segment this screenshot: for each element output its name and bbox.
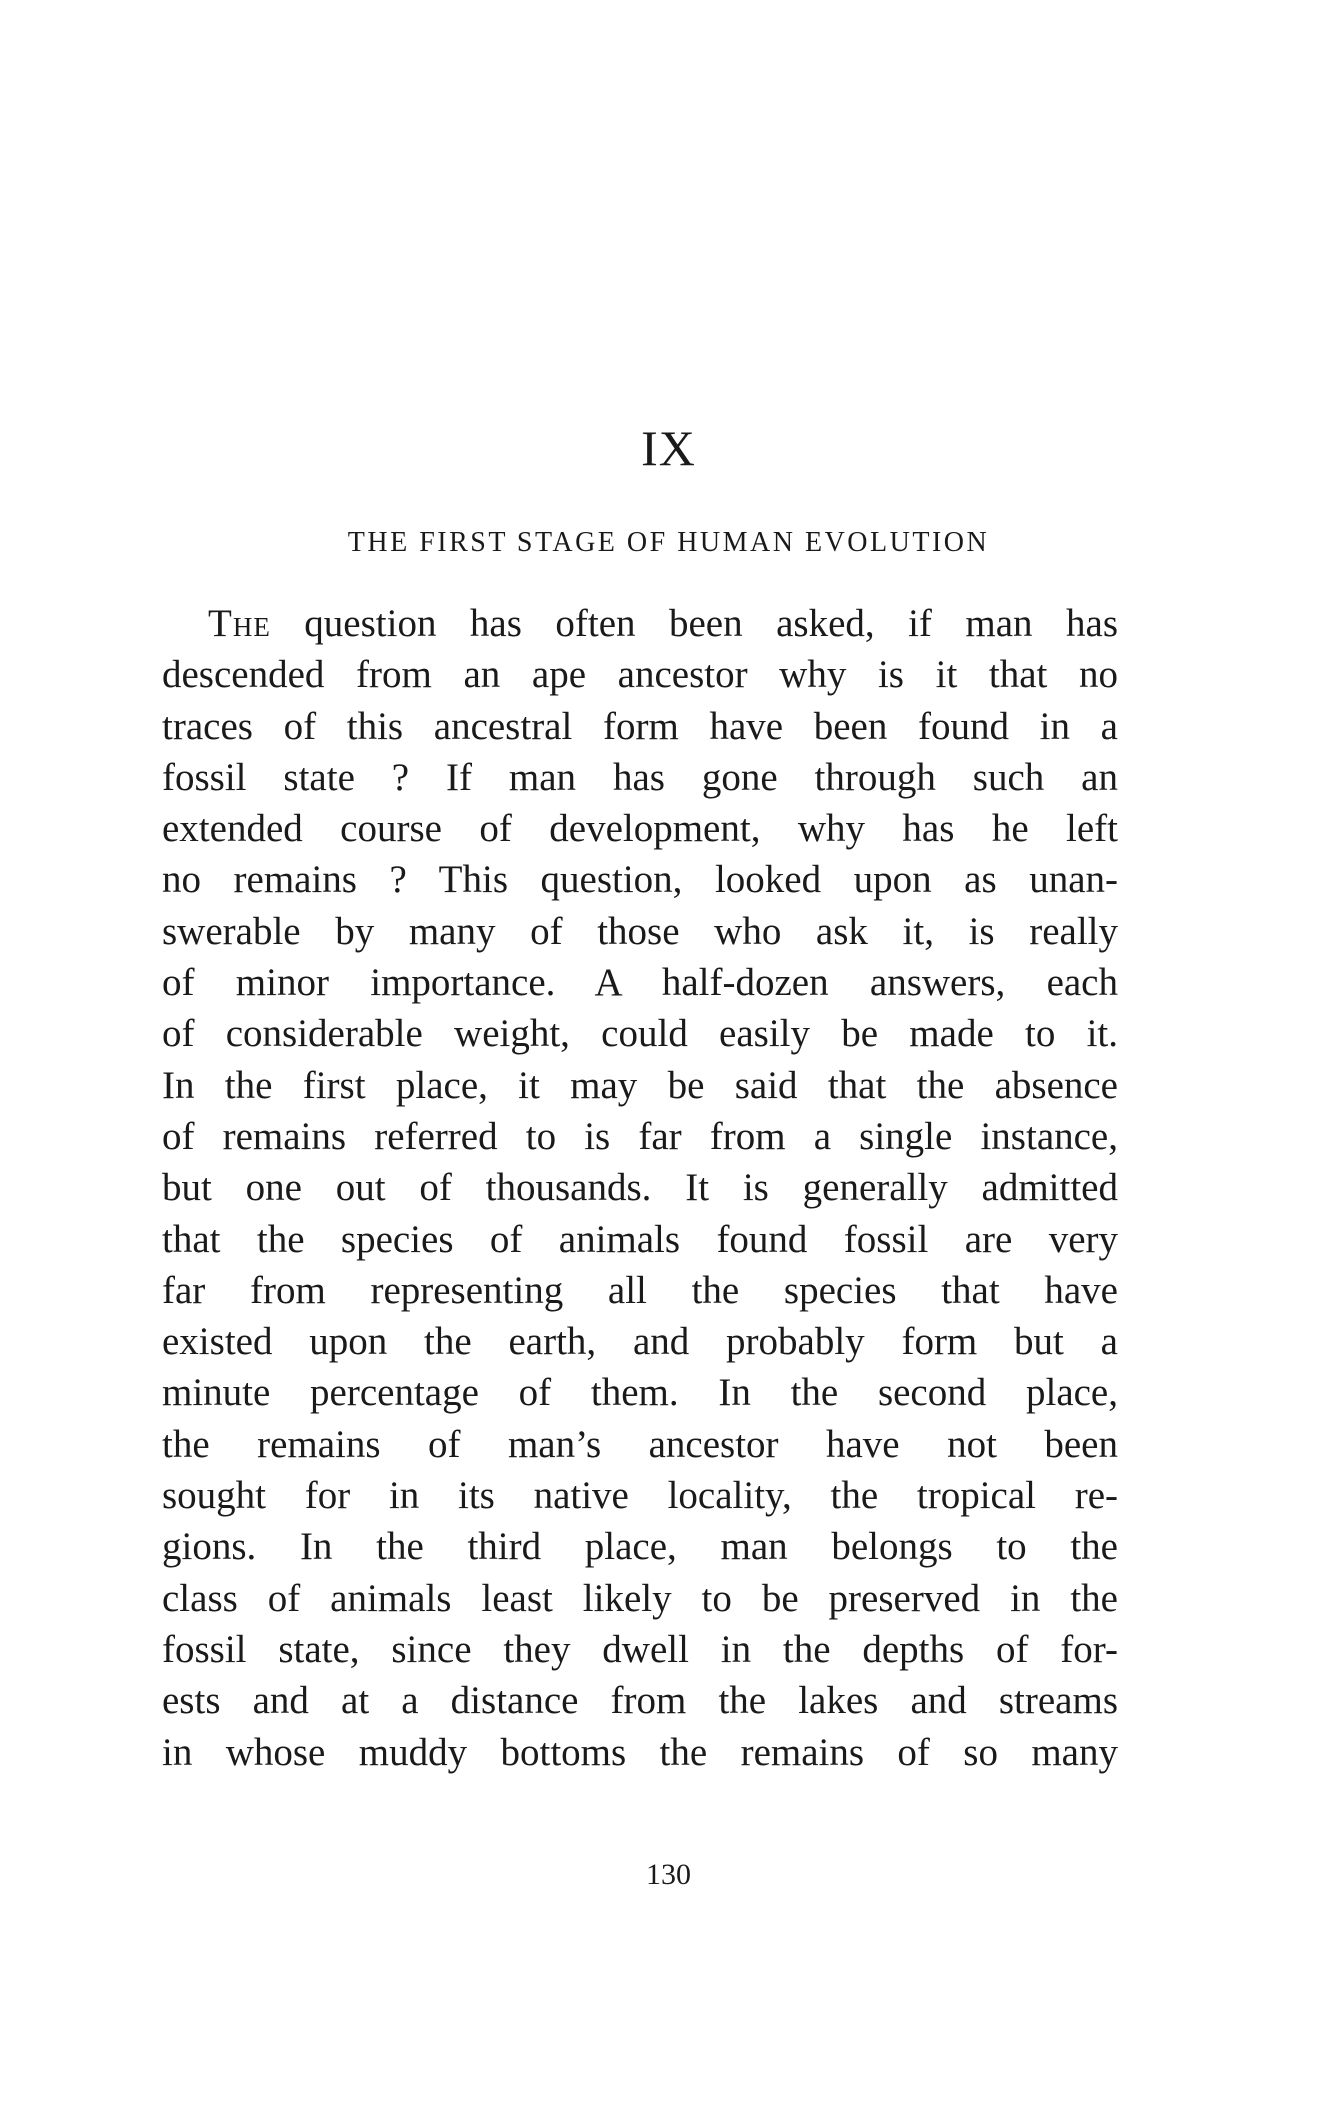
text-line: traces of this ancestral form have been found in a xyxy=(162,704,1118,748)
text-line: the remains of man’s ancestor have not been xyxy=(162,1422,1118,1466)
text-line: ests and at a distance from the lakes and streams xyxy=(162,1679,1118,1723)
text-line: that the species of animals found fossil are very xyxy=(162,1217,1118,1261)
text-line: of considerable weight, could easily be made to it. xyxy=(162,1012,1118,1056)
chapter-title: THE FIRST STAGE OF HUMAN EVOLUTION xyxy=(347,527,990,558)
text-line: extended course of development, why has he left xyxy=(162,807,1118,851)
text-line: but one out of thousands. It is generally admitted xyxy=(162,1166,1118,1210)
text-line: of minor importance. A half-dozen answers, each xyxy=(162,961,1118,1005)
lead-word: The xyxy=(208,602,271,645)
text-line: swerable by many of those who ask it, is really xyxy=(162,909,1118,953)
page-number: 130 xyxy=(646,1858,691,1891)
text-line: no remains ? This question, looked upon as unan- xyxy=(162,858,1118,902)
text-line: in whose muddy bottoms the remains of so many xyxy=(162,1730,1118,1774)
text-line: minute percentage of them. In the second place, xyxy=(162,1371,1118,1415)
text-line: gions. In the third place, man belongs to the xyxy=(162,1525,1118,1569)
body-text xyxy=(162,598,1118,1778)
text-line: descended from an ape ancestor why is it that no xyxy=(162,653,1118,697)
text-line: existed upon the earth, and probably form but a xyxy=(162,1320,1118,1364)
text-line: fossil state ? If man has gone through such an xyxy=(162,755,1118,799)
text-line-content: question has often been asked, if man has xyxy=(270,602,1118,645)
text-line: of remains referred to is far from a single instance, xyxy=(162,1114,1118,1158)
text-line xyxy=(162,598,1118,649)
text-line: far from representing all the species that have xyxy=(162,1268,1118,1312)
text-line: fossil state, since they dwell in the depths of for- xyxy=(162,1627,1118,1671)
chapter-number: IX xyxy=(641,420,696,476)
text-line: sought for in its native locality, the tropical re- xyxy=(162,1474,1118,1518)
text-line: class of animals least likely to be preserved in the xyxy=(162,1576,1118,1620)
text-line: In the first place, it may be said that the absence xyxy=(162,1063,1118,1107)
